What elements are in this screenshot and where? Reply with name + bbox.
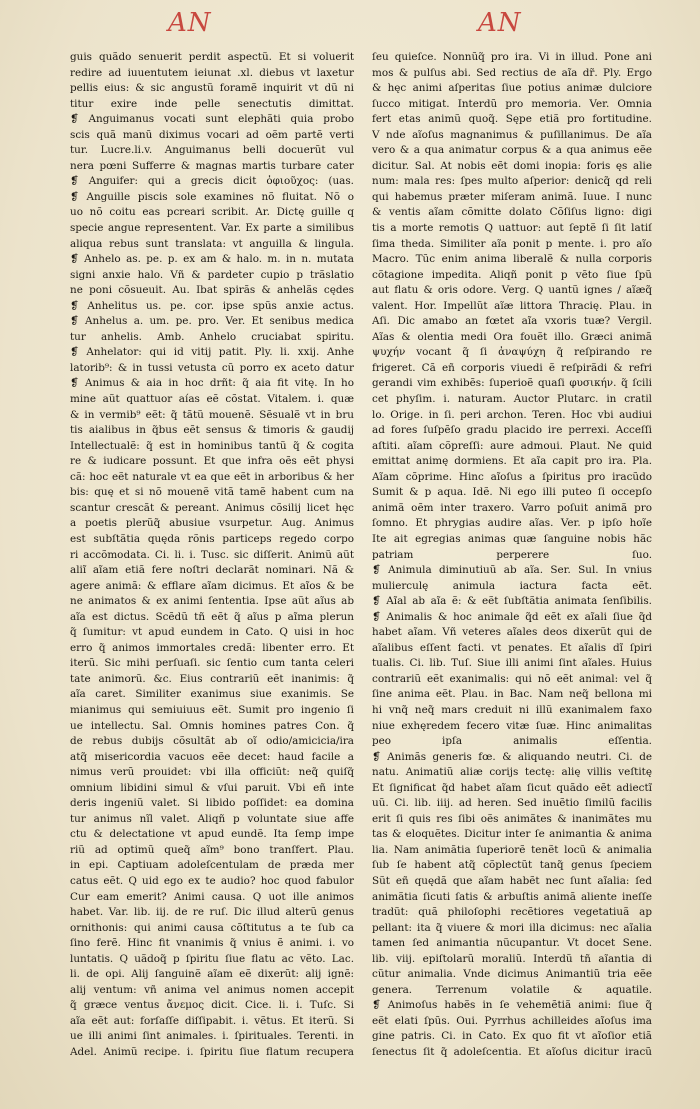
- text-line: in epi. Captiuam adoleſcentulam de præda mer: [70, 859, 354, 872]
- text-line: ue illi animi ſint animales. i. ſpirituales. Terenti. in: [70, 1030, 354, 1043]
- text-line: ψυχήν vocant q̃ ſi ἀναψύχη q̃ reſpirando re: [372, 346, 652, 359]
- text-line: pellant: ita q̃ viuere & mori illa dicimus: nec aĩalia: [372, 921, 652, 934]
- text-line: latorib⁹: & in tussi vetusta cũ porro ex aceto datur: [70, 361, 354, 374]
- text-line: signi anxie halo. Vñ & pardeter cupio p trãslatio: [70, 268, 354, 281]
- text-line: eẽt elati ſpũs. Oui. Pyrrhus achilleides aĩoſus ima: [372, 1014, 652, 1027]
- text-line: aĩa eẽt aut: forſaſſe diſſipabit. i. vẽtus. Et iterũ. Si: [70, 1014, 354, 1027]
- text-line: Aĩam cõprime. Hinc aĩoſus a ſpiritus pro iracũdo: [372, 470, 652, 483]
- text-line: frigeret. Cã eñ corporis viuedi ẽ reſpirãdi & refri: [372, 361, 652, 374]
- text-line: ri accõmodata. Ci. li. i. Tusc. sic diſſerit. Animũ aũt: [70, 548, 354, 561]
- text-line: tradũt: quã philoſophi recẽtiores vegetatiuã ap: [372, 906, 652, 919]
- text-line: ❡ Anhelitus us. pe. cor. ipse spũs anxie actus.: [70, 299, 354, 312]
- text-line: li. de opi. Alij ſanguinẽ aĩam eẽ dixerũt: alij ignẽ:: [70, 968, 354, 981]
- text-line: contrariũ eẽt exanimalis: qui nõ eẽt animal: vel q̃: [372, 672, 652, 685]
- text-line: agere animã: & efflare aĩam dicimus. Et aĩos & be: [70, 579, 354, 592]
- text-line: ſino ferẽ. Hinc fit vnanimis q̃ vnius ẽ animi. i. vo: [70, 937, 354, 950]
- text-line: ❡ Anguimanus vocati sunt elephãti quia probo: [70, 113, 354, 126]
- text-line: aut flatu & oris odore. Verg. Q uantũ ignes / aĩæq̃: [372, 284, 652, 297]
- text-line: ❡ Anguille piscis sole examines nõ fluitat. Nõ o: [70, 190, 354, 203]
- text-column-left: [70, 50, 354, 1061]
- text-line: cet phyſim. i. naturam. Auctor Plutarc. in cratil: [372, 393, 652, 406]
- text-line: aliqua rebus sunt translata: vt anguilla & lingula.: [70, 237, 354, 250]
- text-line: aĩa est dictus. Scẽdũ tñ eẽt q̃ aĩus p aĩma plerun: [70, 610, 354, 623]
- text-line: fert etas animũ quoq̃. Sępe etiã pro fortitudine.: [372, 113, 652, 126]
- text-line: ue intellectu. Sal. Omnis homines patres Con. q̃: [70, 719, 354, 732]
- text-line: ❡ Animus & aia in hoc drñt: q̃ aia fit vitę. In ho: [70, 377, 354, 390]
- text-line: natu. Animatiũ aliæ corijs tectę: alię villis veſtitę: [372, 766, 652, 779]
- text-line: ❡ Anhelo as. pe. p. ex am & halo. m. in n. mutata: [70, 253, 354, 266]
- running-head-right: AN: [478, 8, 522, 38]
- text-line: animãtia ſicuti ſatis & arbuſtis animã aliente ineſſe: [372, 890, 652, 903]
- text-line: ne poni cõsueuit. Au. Ibat spirãs & anhelãs cędes: [70, 284, 354, 297]
- text-line: gerandi vim exhibẽs: ſuperioẽ quaſi φυσικήν. q̃ ſcili: [372, 377, 652, 390]
- text-line: ❡ Animoſus habẽs in ſe vehemẽtiã animi: ſiue q̃: [372, 999, 652, 1012]
- text-line: mine aũt quattuor aías eẽ cõstat. Vitalem. i. quæ: [70, 393, 354, 406]
- text-line: pellis eius: & sic angustũ foramẽ inquirit vt dũ ni: [70, 82, 354, 95]
- text-line: patriam perperere ſuo.: [372, 548, 652, 561]
- running-head-left: AN: [168, 8, 212, 38]
- text-line: erit ſi quis res ſibi oẽs animãtes & inanimãtes mu: [372, 812, 652, 825]
- text-line: qui habemus præter miſeram animã. Iuue. I nunc: [372, 190, 652, 203]
- text-line: q̃ græce ventus ἄνεμος dicit. Cice. li. i. Tuſc. Si: [70, 999, 354, 1012]
- text-line: bis: quę et si nõ mouenẽ vitã tamẽ habent cum na: [70, 486, 354, 499]
- text-line: aſtiti. aĩam cõpreſſi: aure admoui. Plaut. Ne quid: [372, 439, 652, 452]
- text-line: tas & eloquẽtes. Dicitur inter ſe animantia & anima: [372, 828, 652, 841]
- text-line: habet aĩam. Vñ veteres aĩales deos dixerũt qui de: [372, 626, 652, 639]
- text-line: tur. Lucre.li.v. Anguimanus belli docuerũt vul: [70, 144, 354, 157]
- text-line: valent. Hor. Impellũt aĩæ littora Thracię. Plau. in: [372, 299, 652, 312]
- text-line: omnium libidini simul & vſui paruit. Vbi eñ inte: [70, 781, 354, 794]
- text-line: tis a morte remotis Q uattuor: aut ſeptẽ ſi ſit latiſ: [372, 222, 652, 235]
- text-line: ſine anima eẽt. Plau. in Bac. Nam neq̃ bellona mi: [372, 688, 652, 701]
- text-line: a poetis plerũq̃ abusiue vsurpetur. Aug. Animus: [70, 517, 354, 530]
- text-line: Ite ait egregias animas quæ ſanguine nobis hãc: [372, 532, 652, 545]
- text-line: redire ad iuuentutem ieiunat .xl. diebus vt laxetur: [70, 66, 354, 79]
- text-line: nera pœni Sufferre & magnas martis turbare cater: [70, 159, 354, 172]
- text-line: uo nõ coitu eas pcreari scribit. Ar. Dictę guille q: [70, 206, 354, 219]
- text-line: ſima theda. Similiter aĩa ponit p mente. i. pro aĩo: [372, 237, 652, 250]
- text-line: & ventis aĩam cõmitte dolato Cõſiſus ligno: digi: [372, 206, 652, 219]
- text-line: animã oẽm inter traxero. Varro poſuit animã pro: [372, 501, 652, 514]
- text-line: tate animorũ. &c. Eius contrariũ eẽt inanimis: q̃: [70, 672, 354, 685]
- text-line: titur exire inde pelle senectutis dimittat.: [70, 97, 354, 110]
- text-line: & in vermib⁹ eẽt: q̃ tãtũ mouenẽ. Sẽsualẽ vt in bru: [70, 408, 354, 421]
- text-line: lo. Orige. in ſi. peri archon. Teren. Hoc vbi audiui: [372, 408, 652, 421]
- text-line: Intellectualẽ: q̃ est in hominibus tantũ q̃ & cogita: [70, 439, 354, 452]
- text-line: Aſi. Dic amabo an fœtet aĩa vxoris tuæ? Vergil.: [372, 315, 652, 328]
- text-line: genera. Terrenum volatile & aquatile.: [372, 983, 652, 996]
- text-line: catus eẽt. Q uid ego ex te audio? hoc quod fabulor: [70, 874, 354, 887]
- text-line: & hęc animi aſperitas ſiue potius animæ dulciore: [372, 82, 652, 95]
- text-line: Adel. Animũ recipe. i. ſpiritu ſiue flatum recupera: [70, 1046, 354, 1058]
- text-line: aĩa caret. Similiter exanimus siue exanimis. Se: [70, 688, 354, 701]
- text-line: ❡ Animula diminutiuũ ab aĩa. Ser. Sul. In vnius: [372, 564, 652, 577]
- text-line: V nde aĩoſus magnanimus & puſillanimus. De aĩa: [372, 128, 652, 141]
- text-line: ſub ſe habent atq̃ cõplectũt tanq̃ genus ſpeciem: [372, 859, 652, 872]
- text-line: ne animatos & ex animi ſententia. Ipse aũt aĩus ab: [70, 595, 354, 608]
- text-line: ſenectus ſit q̃ adoleſcentia. Et aĩoſus dicitur iracũ: [372, 1046, 652, 1058]
- text-line: ſeu quieſce. Nonnũq̃ pro ira. Vi in illud. Pone ani: [372, 51, 652, 63]
- text-line: cõtagione impedita. Aliqñ ponit p vẽto ſiue ſpũ: [372, 268, 652, 281]
- text-line: tis aialibus in q̃bus eẽt sensus & timoris & gaudij: [70, 424, 354, 437]
- text-line: ❡ Animãs generis fœ. & aliquando neutri. Ci. de: [372, 750, 652, 763]
- text-line: ❡ Animalis & hoc animale q̃d eẽt ex aĩali ſiue q̃d: [372, 610, 652, 623]
- text-line: cã: hoc eẽt naturale vt ea que eẽt in arboribus & her: [70, 470, 354, 483]
- text-line: uũ. Ci. lib. iiij. ad heren. Sed inuẽtio ſimilũ facilis: [372, 797, 652, 810]
- text-line: guis quãdo senuerit perdit aspectũ. Et si voluerit: [70, 51, 354, 63]
- text-line: ctu & delectatione vt apud eundẽ. Ita ſemp impe: [70, 828, 354, 841]
- text-line: habet. Var. lib. iij. de re ruſ. Dic illud alterũ genus: [70, 906, 354, 919]
- text-line: re & iudicare possunt. Et que infra oẽs eẽt physi: [70, 455, 354, 468]
- text-line: alij ventum: vñ anima vel animus nomen accepit: [70, 983, 354, 996]
- text-line: Macro. Tũc enim anima liberalẽ & nulla corporis: [372, 253, 652, 266]
- text-line: erro q̃ animos immortales credã: libenter erro. Et: [70, 641, 354, 654]
- text-line: cũtur animalia. Vnde dicimus Animantiũ tria eẽe: [372, 968, 652, 981]
- text-line: aliĩ aĩam etiã fere noſtri declarãt nominari. Nã &: [70, 564, 354, 577]
- text-line: deris ingeniũ valet. Si libido poſſidet: ea domina: [70, 797, 354, 810]
- text-line: gine patris. Ci. in Cato. Ex quo fit vt aĩoſior etiã: [372, 1030, 652, 1043]
- text-line: hi vnq̃ neq̃ mars creduit ni illũ exanimalem faxo: [372, 703, 652, 716]
- text-line: specie angue representent. Var. Ex parte a similibus: [70, 222, 354, 235]
- text-line: tur animus nĩl valet. Aliqñ p voluntate siue affe: [70, 812, 354, 825]
- text-line: ſucco mitigat. Interdũ pro memoria. Ver. Omnia: [372, 97, 652, 110]
- text-line: ſomno. Et phrygias audire aĩas. Ver. p ipſo hoĩe: [372, 517, 652, 530]
- text-line: q̃ ſumitur: vt apud eundem in Cato. Q uisi in hoc: [70, 626, 354, 639]
- text-line: vero & a qua animatur corpus & a qua animus eẽe: [372, 144, 652, 157]
- text-line: niue exhęredem fecero vitæ ſuæ. Hinc animalitas: [372, 719, 652, 732]
- text-line: ❡ Anhelus a. um. pe. pro. Ver. Et senibus medica: [70, 315, 354, 328]
- text-line: ❡ Anhelator: qui id vitij patit. Ply. li. xxij. Anhe: [70, 346, 354, 359]
- text-line: ❡ Aĩal ab aĩa ẽ: & eẽt ſubſtãtia animata ſenſibilis.: [372, 595, 652, 608]
- text-line: ❡ Anguifer: qui a grecis dicit ὀφιοῦχος: (uas.: [70, 175, 354, 188]
- text-line: scis quã manũ diximus vocari ad oẽm partẽ verti: [70, 128, 354, 141]
- text-line: peo ipſa animalis eſſentia.: [372, 735, 652, 748]
- text-line: mulierculę animula iactura facta eẽt.: [372, 579, 652, 592]
- text-line: atq̃ misericordia vacuos eẽe decet: haud facile a: [70, 750, 354, 763]
- text-line: Sumit & p aqua. Idẽ. Ni ego illi puteo ſi occepſo: [372, 486, 652, 499]
- text-line: nimus verũ prouidet: vbi illa officiũt: neq̃ quiſq̃: [70, 766, 354, 779]
- text-line: est subſtãtia quęda rõnis particeps regedo corpo: [70, 532, 354, 545]
- text-line: tamen ſed animantia nũcupantur. Vt docet Sene.: [372, 937, 652, 950]
- text-line: riũ ad optimũ queq̃ aĩm⁹ bono tranſfert. Plau.: [70, 843, 354, 856]
- text-line: tur anhelis. Amb. Anhelo cruciabat spiritu.: [70, 330, 354, 343]
- text-line: Aĩas & olentia medi Ora fouẽt illo. Græci animã: [372, 330, 652, 343]
- text-line: mos & pulſus abi. Sed rectius de aĩa dr̃. Ply. Ergo: [372, 66, 652, 79]
- text-line: luntatis. Q uãdoq̃ p ſpiritu ſiue flatu ac vẽto. Lac.: [70, 952, 354, 965]
- text-line: de rebus dubijs cõsultãt ab oĩ odio/amicicia/ira: [70, 735, 354, 748]
- text-line: lia. Nam animãtia ſuperiorẽ tenẽt locũ & animalia: [372, 843, 652, 856]
- text-column-right: [372, 50, 652, 1061]
- text-line: ad fores ſuſpẽſo gradu placido ire perrexi. Acceſſi: [372, 424, 652, 437]
- text-line: dicitur. Sal. At nobis eẽt domi inopia: foris ęs alie: [372, 159, 652, 172]
- text-line: aĩalibus eſſent facti. vt penates. Et aĩalis dĩ ſpiri: [372, 641, 652, 654]
- text-line: Sũt eñ quędã que aĩam habẽt nec ſunt aĩalia: ſed: [372, 874, 652, 887]
- text-line: Et ſignificat q̃d habet aĩam ſicut quãdo eẽt adiectĩ: [372, 781, 652, 794]
- text-line: Cur eam emerit? Animi causa. Q uot ille animos: [70, 890, 354, 903]
- text-line: tualis. Ci. lib. Tuſ. Siue illi animi ſint aĩales. Huius: [372, 657, 652, 670]
- text-line: lib. viij. epiſtolarũ moraliũ. Interdũ tñ aĩantia di: [372, 952, 652, 965]
- text-line: iterũ. Sic mihi perſuaſi. sic ſentio cum tanta celeri: [70, 657, 354, 670]
- text-line: emittat animę dormiens. Et aĩa capit pro ira. Pla.: [372, 455, 652, 468]
- text-line: scantur crescãt & pereant. Animus cõsilij licet hęc: [70, 501, 354, 514]
- text-line: mianimus qui semiuiuus eẽt. Sumit pro ingenio ſi: [70, 703, 354, 716]
- text-line: ornithonis: qui animi causa cõſtitutus a te ſub ca: [70, 921, 354, 934]
- text-line: num: mala res: ſpes multo aſperior: denicq̃ qd reli: [372, 175, 652, 188]
